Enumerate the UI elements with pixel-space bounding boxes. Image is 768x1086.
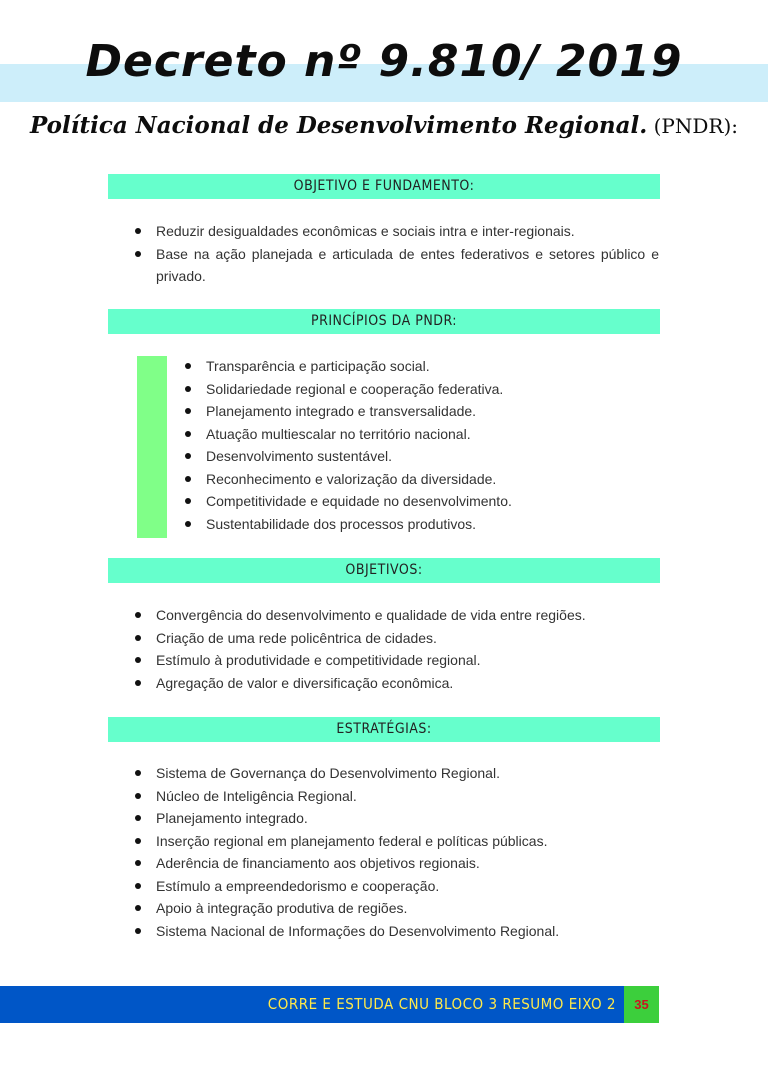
section-heading-objetivo-fundamento: OBJETIVO E FUNDAMENTO:: [108, 174, 660, 199]
list-item: Reconhecimento e valorização da diversidade.: [183, 468, 643, 491]
list-item: Reduzir desigualdades econômicas e sociais intra e inter-regionais.: [133, 220, 659, 243]
list-item: Inserção regional em planejamento federal e políticas públicas.: [133, 830, 659, 853]
list-item: Planejamento integrado e transversalidade.: [183, 400, 643, 423]
footer-bar: [0, 986, 624, 1023]
list-item: Solidariedade regional e cooperação federativa.: [183, 378, 643, 401]
objetivos-list: [133, 604, 659, 694]
list-item: Atuação multiescalar no território nacional.: [183, 423, 643, 446]
list-item: Base na ação planejada e articulada de entes federativos e setores público e privado.: [133, 243, 659, 288]
list-item: Desenvolvimento sustentável.: [183, 445, 643, 468]
list-item: Núcleo de Inteligência Regional.: [133, 785, 659, 808]
section-heading-principios: PRINCÍPIOS DA PNDR:: [108, 309, 660, 334]
subtitle-abbreviation: (PNDR):: [647, 114, 738, 138]
principios-list: [183, 355, 643, 535]
list-item: Competitividade e equidade no desenvolvimento.: [183, 490, 643, 513]
list-item: Estímulo à produtividade e competitividade regional.: [133, 649, 659, 672]
list-item: Convergência do desenvolvimento e qualidade de vida entre regiões.: [133, 604, 659, 627]
page-title: Decreto nº 9.810/ 2019: [85, 36, 683, 87]
list-item: Sistema Nacional de Informações do Desenvolvimento Regional.: [133, 920, 659, 943]
list-item: Sistema de Governança do Desenvolvimento Regional.: [133, 762, 659, 785]
section-heading-estrategias: ESTRATÉGIAS:: [108, 717, 660, 742]
principios-accent-bar: [137, 356, 167, 538]
list-item: Apoio à integração produtiva de regiões.: [133, 897, 659, 920]
list-item: Estímulo a empreendedorismo e cooperação.: [133, 875, 659, 898]
footer-text: CORRE E ESTUDA CNU BLOCO 3 RESUMO EIXO 2: [267, 995, 616, 1013]
list-item: Agregação de valor e diversificação econômica.: [133, 672, 659, 695]
estrategias-list: [133, 762, 659, 942]
section-heading-objetivos: OBJETIVOS:: [108, 558, 660, 583]
subtitle-text: Política Nacional de Desenvolvimento Regional.: [29, 112, 648, 139]
list-item: Transparência e participação social.: [183, 355, 643, 378]
list-item: Sustentabilidade dos processos produtivos.: [183, 513, 643, 536]
list-item: Criação de uma rede policêntrica de cidades.: [133, 627, 659, 650]
objetivo-fundamento-list: [133, 220, 659, 288]
list-item: Aderência de financiamento aos objetivos regionais.: [133, 852, 659, 875]
page-number: 35: [624, 986, 659, 1023]
page-subtitle: [0, 112, 768, 139]
list-item: Planejamento integrado.: [133, 807, 659, 830]
